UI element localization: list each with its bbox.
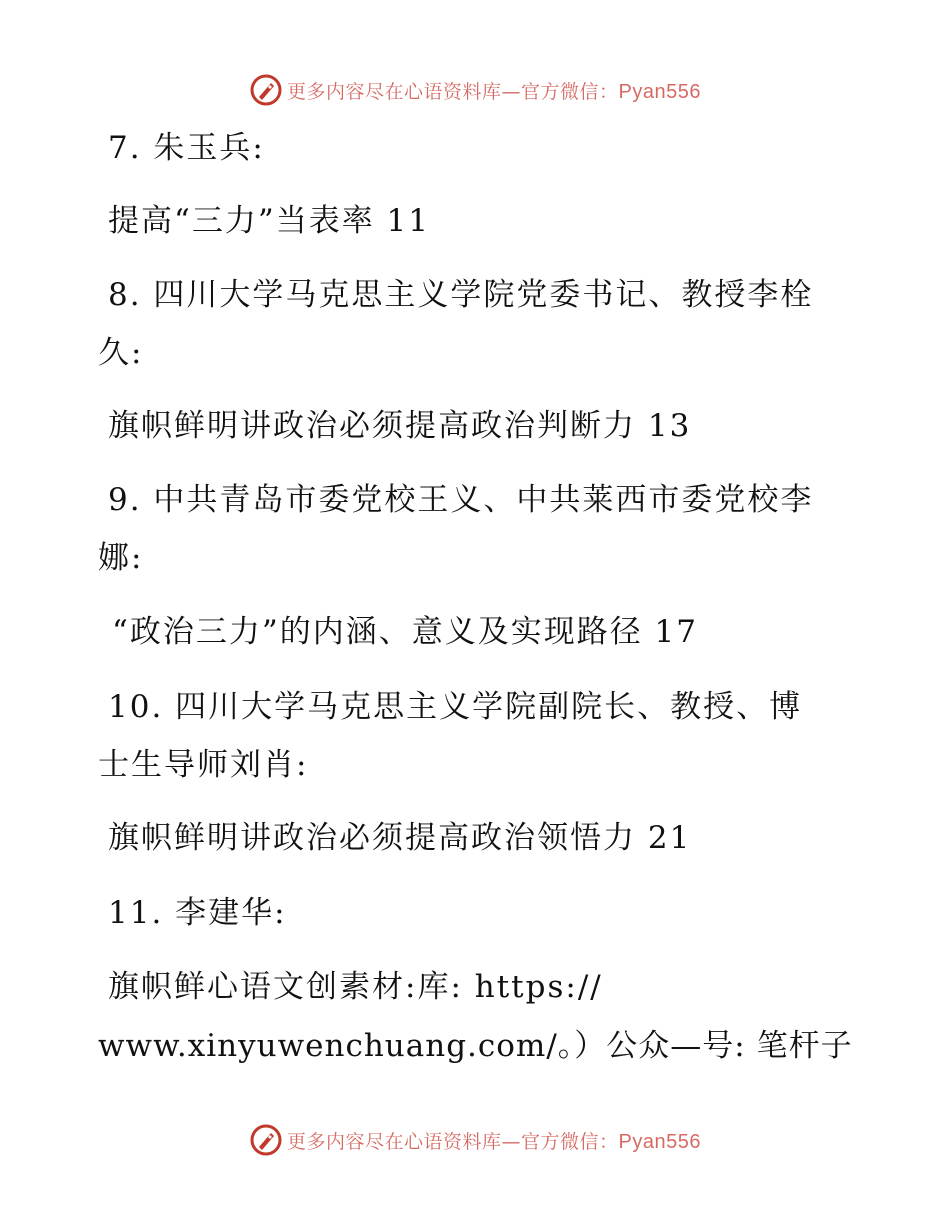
- toc-item-11-title: 11. 李建华:: [108, 895, 287, 931]
- toc-item-8-title-cont: 久:: [98, 335, 144, 371]
- toc-item-8-article: 旗帜鲜明讲政治必须提高政治判断力 13: [108, 408, 692, 444]
- toc-item-11-article-cont: www.xinyuwenchuang.com/。）公众—号: 笔杆子: [98, 1028, 853, 1064]
- toc-item-7-article: 提高“三力”当表率 11: [108, 203, 430, 239]
- pen-nib-logo-icon: [249, 73, 283, 107]
- pen-nib-logo-icon: [249, 1123, 283, 1157]
- toc-item-10-title: 10. 四川大学马克思主义学院副院长、教授、博: [108, 689, 803, 725]
- watermark-account: Pyan556: [618, 1130, 701, 1153]
- toc-item-8-title: 8. 四川大学马克思主义学院党委书记、教授李栓: [108, 277, 814, 313]
- toc-item-7-title: 7. 朱玉兵:: [108, 130, 265, 166]
- toc-item-10-article: 旗帜鲜明讲政治必须提高政治领悟力 21: [108, 820, 692, 856]
- toc-item-9-title: 9. 中共青岛市委党校王义、中共莱西市委党校李: [108, 482, 814, 518]
- toc-item-9-title-cont: 娜:: [98, 540, 144, 576]
- header-watermark: [0, 70, 950, 110]
- toc-item-11-article: 旗帜鲜心语文创素材:库: https://: [108, 969, 603, 1005]
- toc-item-10-title-cont: 士生导师刘肖:: [98, 747, 309, 783]
- watermark-text: 更多内容尽在心语资料库—官方微信：Pyan556: [287, 1130, 701, 1153]
- footer-watermark: [0, 1120, 950, 1160]
- watermark-account: Pyan556: [618, 80, 701, 103]
- watermark-text: 更多内容尽在心语资料库—官方微信：Pyan556: [287, 80, 701, 103]
- toc-item-9-article: “政治三力”的内涵、意义及实现路径 17: [112, 614, 698, 650]
